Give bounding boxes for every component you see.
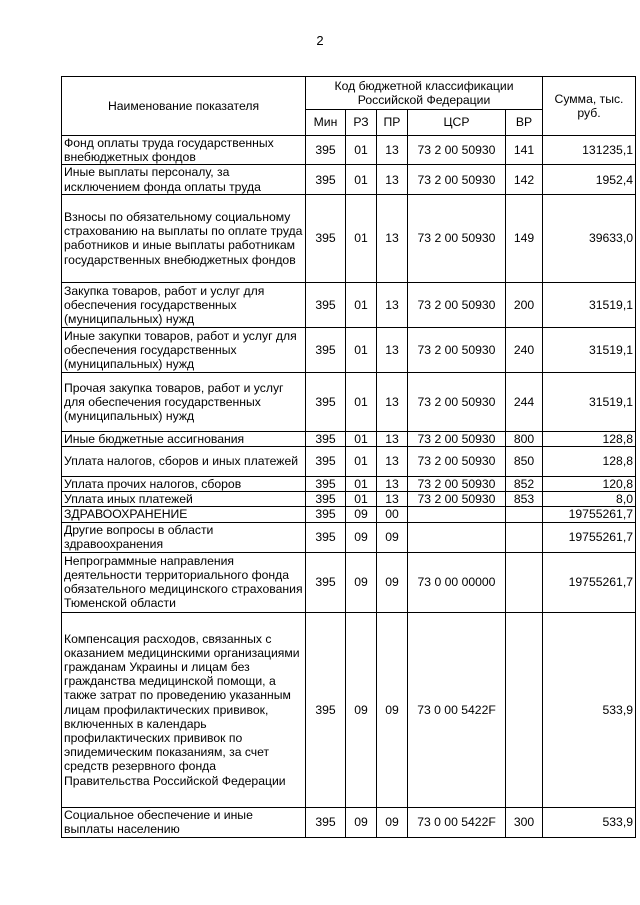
row-csr: 73 2 00 50930 <box>408 165 506 194</box>
row-min: 395 <box>306 447 346 477</box>
header-col-rz: РЗ <box>346 110 377 136</box>
header-code-group: Код бюджетной классификации Российской Федерации <box>306 77 543 110</box>
row-rz: 01 <box>346 431 377 446</box>
row-name: Социальное обеспечение и иные выплаты населению <box>62 807 306 837</box>
row-csr: 73 2 00 50930 <box>408 492 506 507</box>
row-min: 395 <box>306 136 346 165</box>
row-csr: 73 2 00 50930 <box>408 327 506 372</box>
row-rz: 09 <box>346 807 377 837</box>
table-row <box>62 431 636 446</box>
row-vr: 300 <box>506 807 543 837</box>
row-name: Прочая закупка товаров, работ и услуг для обеспечения государственных (муниципальных) нужд <box>62 372 306 431</box>
row-name: Другие вопросы в области здравоохранения <box>62 522 306 552</box>
row-rz: 01 <box>346 282 377 327</box>
row-sum: 120,8 <box>543 477 636 492</box>
row-pr: 13 <box>377 492 408 507</box>
table-row <box>62 492 636 507</box>
row-sum: 39633,0 <box>543 194 636 282</box>
row-min: 395 <box>306 165 346 194</box>
row-min: 395 <box>306 612 346 807</box>
row-vr: 850 <box>506 447 543 477</box>
row-csr: 73 2 00 50930 <box>408 372 506 431</box>
table-row <box>62 372 636 431</box>
row-min: 395 <box>306 327 346 372</box>
row-pr: 00 <box>377 507 408 522</box>
row-pr: 13 <box>377 282 408 327</box>
row-csr: 73 0 00 5422F <box>408 807 506 837</box>
row-min: 395 <box>306 372 346 431</box>
row-vr: 142 <box>506 165 543 194</box>
row-vr: 853 <box>506 492 543 507</box>
row-rz: 01 <box>346 372 377 431</box>
row-rz: 01 <box>346 136 377 165</box>
row-pr: 13 <box>377 447 408 477</box>
page-number: 2 <box>316 33 324 48</box>
table-row <box>62 507 636 522</box>
table-row <box>62 282 636 327</box>
row-vr: 240 <box>506 327 543 372</box>
row-vr: 800 <box>506 431 543 446</box>
row-rz: 01 <box>346 447 377 477</box>
row-rz: 09 <box>346 507 377 522</box>
row-csr: 73 0 00 5422F <box>408 612 506 807</box>
row-vr <box>506 612 543 807</box>
table-row <box>62 552 636 612</box>
row-name: Иные закупки товаров, работ и услуг для обеспечения государственных (муниципальных) нужд <box>62 327 306 372</box>
row-name: Уплата прочих налогов, сборов <box>62 477 306 492</box>
row-csr: 73 2 00 50930 <box>408 431 506 446</box>
table-row <box>62 447 636 477</box>
table-row <box>62 612 636 807</box>
row-rz: 01 <box>346 165 377 194</box>
row-pr: 13 <box>377 165 408 194</box>
header-name: Наименование показателя <box>62 77 306 136</box>
table-row <box>62 194 636 282</box>
row-vr <box>506 552 543 612</box>
row-csr: 73 2 00 50930 <box>408 136 506 165</box>
row-vr: 852 <box>506 477 543 492</box>
row-name: Иные бюджетные ассигнования <box>62 431 306 446</box>
row-vr: 200 <box>506 282 543 327</box>
row-sum: 533,9 <box>543 612 636 807</box>
row-name: Фонд оплаты труда государственных внебюджетных фондов <box>62 136 306 165</box>
row-name: Компенсация расходов, связанных с оказанием медицинскими организациями гражданам Украины и лицам без гражданства медицинской помощи, а также затрат по проведению указанным лицам профилактических прививок, включенных в календарь профилактических прививок по эпидемическим показаниям, за счет средств резервного фонда Правительства Российской Федерации <box>62 612 306 807</box>
row-name: Взносы по обязательному социальному страхованию на выплаты по оплате труда работников и иные выплаты работникам государственных внебюджетных фондов <box>62 194 306 282</box>
row-pr: 09 <box>377 807 408 837</box>
row-rz: 09 <box>346 612 377 807</box>
row-name: ЗДРАВООХРАНЕНИЕ <box>62 507 306 522</box>
row-csr <box>408 522 506 552</box>
row-sum: 31519,1 <box>543 372 636 431</box>
row-sum: 8,0 <box>543 492 636 507</box>
row-vr <box>506 507 543 522</box>
row-name: Закупка товаров, работ и услуг для обеспечения государственных (муниципальных) нужд <box>62 282 306 327</box>
row-sum: 19755261,7 <box>543 552 636 612</box>
table-row <box>62 327 636 372</box>
row-rz: 01 <box>346 327 377 372</box>
row-vr <box>506 522 543 552</box>
row-sum: 31519,1 <box>543 327 636 372</box>
row-min: 395 <box>306 477 346 492</box>
row-csr: 73 2 00 50930 <box>408 282 506 327</box>
row-pr: 13 <box>377 372 408 431</box>
row-rz: 09 <box>346 552 377 612</box>
row-name: Непрограммные направления деятельности территориального фонда обязательного медицинского страхования Тюменской области <box>62 552 306 612</box>
row-min: 395 <box>306 194 346 282</box>
row-sum: 533,9 <box>543 807 636 837</box>
row-min: 395 <box>306 431 346 446</box>
header-sum: Сумма, тыс. руб. <box>543 77 636 136</box>
row-pr: 13 <box>377 194 408 282</box>
row-min: 395 <box>306 552 346 612</box>
row-pr: 13 <box>377 327 408 372</box>
row-min: 395 <box>306 507 346 522</box>
budget-table <box>61 76 636 838</box>
table-row <box>62 136 636 165</box>
row-rz: 01 <box>346 477 377 492</box>
row-sum: 128,8 <box>543 431 636 446</box>
row-pr: 13 <box>377 431 408 446</box>
table-row <box>62 807 636 837</box>
row-pr: 13 <box>377 477 408 492</box>
row-pr: 09 <box>377 522 408 552</box>
row-rz: 01 <box>346 492 377 507</box>
row-csr: 73 2 00 50930 <box>408 447 506 477</box>
row-csr: 73 0 00 00000 <box>408 552 506 612</box>
row-min: 395 <box>306 282 346 327</box>
row-vr: 149 <box>506 194 543 282</box>
table-row <box>62 165 636 194</box>
row-name: Иные выплаты персоналу, за исключением фонда оплаты труда <box>62 165 306 194</box>
row-csr <box>408 507 506 522</box>
header-col-csr: ЦСР <box>408 110 506 136</box>
row-name: Уплата налогов, сборов и иных платежей <box>62 447 306 477</box>
row-min: 395 <box>306 807 346 837</box>
row-pr: 09 <box>377 612 408 807</box>
row-rz: 09 <box>346 522 377 552</box>
row-pr: 13 <box>377 136 408 165</box>
row-sum: 128,8 <box>543 447 636 477</box>
row-name: Уплата иных платежей <box>62 492 306 507</box>
row-sum: 19755261,7 <box>543 507 636 522</box>
row-rz: 01 <box>346 194 377 282</box>
table-row <box>62 522 636 552</box>
row-min: 395 <box>306 522 346 552</box>
header-col-pr: ПР <box>377 110 408 136</box>
row-sum: 31519,1 <box>543 282 636 327</box>
row-min: 395 <box>306 492 346 507</box>
row-sum: 19755261,7 <box>543 522 636 552</box>
row-vr: 244 <box>506 372 543 431</box>
header-col-min: Мин <box>306 110 346 136</box>
header-col-vr: ВР <box>506 110 543 136</box>
row-vr: 141 <box>506 136 543 165</box>
row-sum: 131235,1 <box>543 136 636 165</box>
row-sum: 1952,4 <box>543 165 636 194</box>
row-csr: 73 2 00 50930 <box>408 194 506 282</box>
table-row <box>62 477 636 492</box>
row-csr: 73 2 00 50930 <box>408 477 506 492</box>
row-pr: 09 <box>377 552 408 612</box>
